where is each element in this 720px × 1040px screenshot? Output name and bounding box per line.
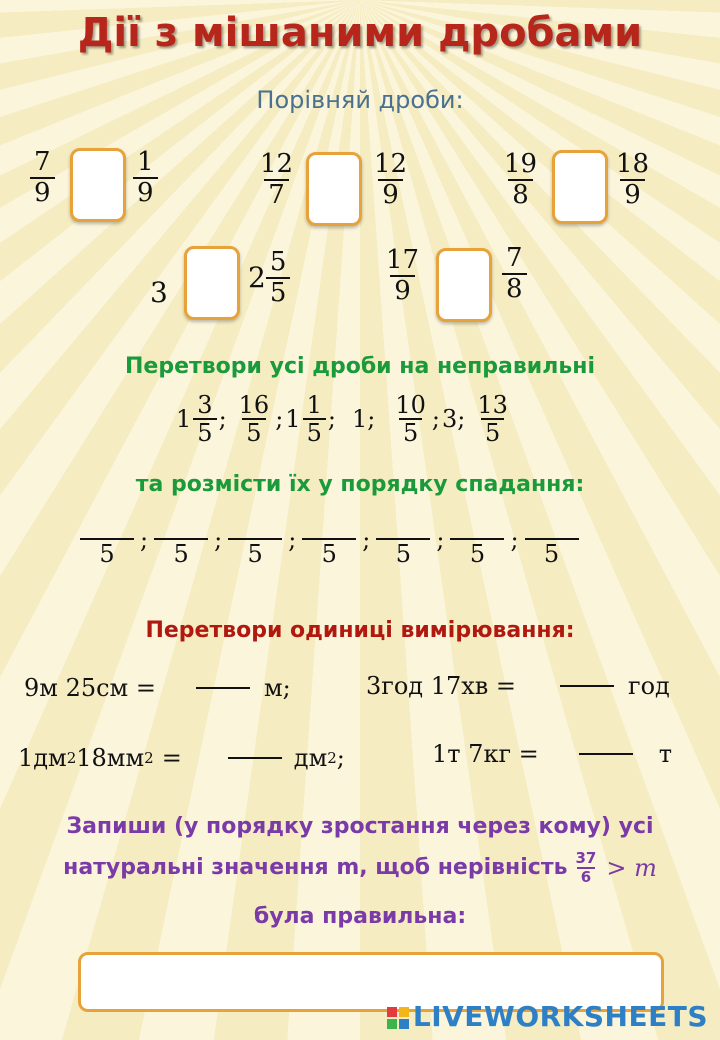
unit-answer-1[interactable] — [196, 687, 250, 689]
unit-answer-2[interactable] — [560, 685, 614, 687]
compare-answer-box-4[interactable] — [184, 246, 240, 320]
ordered-blanks-row: 5 ; 5 ; 5 ; 5 ; 5 ; 5 ; 5 — [80, 512, 579, 569]
list-item: 1 — [176, 405, 192, 434]
fraction-7-9: $\frac{7}{9}$ — [30, 148, 55, 207]
compare-answer-box-5[interactable] — [436, 248, 492, 322]
logo-squares-icon — [387, 1007, 409, 1029]
compare-answer-box-3[interactable] — [552, 150, 608, 224]
unit-question-1: 9м 25см = м; — [24, 674, 291, 702]
mixed-fraction-2-5-5: 2 $\frac{5}{5}$ — [248, 248, 290, 307]
compare-answer-box-1[interactable] — [70, 148, 126, 222]
fraction-12-9: $\frac{12}{9}$ — [374, 149, 408, 210]
fraction-19-8: $\frac{19}{8}$ — [504, 149, 538, 210]
blank-fraction-2[interactable]: 5 — [154, 512, 208, 569]
unit-question-4: 1т 7кг = т — [432, 740, 673, 768]
blank-fraction-5[interactable]: 5 — [376, 512, 430, 569]
page-title: Дії з мішаними дробами — [77, 10, 643, 56]
blank-fraction-7[interactable]: 5 — [525, 512, 579, 569]
order-descending-heading: та розмісти їх у порядку спадання: — [135, 472, 585, 497]
fraction-12-7: $\frac{12}{7}$ — [260, 149, 294, 210]
convert-units-heading: Перетвори одиниці вимірювання: — [145, 618, 575, 643]
natural-values-heading-line2: натуральні значення m, щоб нерівність $\frac{37}{6}$ > m — [63, 849, 657, 886]
unit-question-2: 3год 17хв = год — [366, 672, 670, 700]
fraction-17-9: $\frac{17}{9}$ — [386, 245, 420, 306]
unit-answer-3[interactable] — [228, 757, 282, 759]
compare-answer-box-2[interactable] — [306, 152, 362, 226]
fraction-18-9: $\frac{18}{9}$ — [616, 149, 650, 210]
natural-values-heading-line1: Запиши (у порядку зростання через кому) усі — [66, 814, 654, 839]
liveworksheets-logo: LIVEWORKSHEETS — [387, 1000, 708, 1033]
fraction-list: 1 $\frac{3}{5}$ ; $\frac{16}{5}$ ; 1 $\frac{1}{5}$ ; 1; $\frac{10}{5}$ ; 3; $\frac{13}{5}$ — [176, 391, 508, 448]
unit-question-3: 1дм 2 18мм 2 = дм 2 ; — [18, 744, 345, 772]
blank-fraction-1[interactable]: 5 — [80, 512, 134, 569]
fraction-1-9: $\frac{1}{9}$ — [133, 148, 158, 207]
whole-number-3: 3 — [150, 276, 168, 309]
blank-fraction-4[interactable]: 5 — [302, 512, 356, 569]
blank-fraction-6[interactable]: 5 — [450, 512, 504, 569]
fraction-7-8: $\frac{7}{8}$ — [502, 244, 527, 303]
convert-fractions-heading: Перетвори усі дроби на неправильні — [125, 354, 595, 379]
section-compare-heading: Порівняй дроби: — [256, 86, 464, 114]
unit-answer-4[interactable] — [579, 753, 633, 755]
natural-values-heading-line3: була правильна: — [253, 904, 467, 929]
blank-fraction-3[interactable]: 5 — [228, 512, 282, 569]
